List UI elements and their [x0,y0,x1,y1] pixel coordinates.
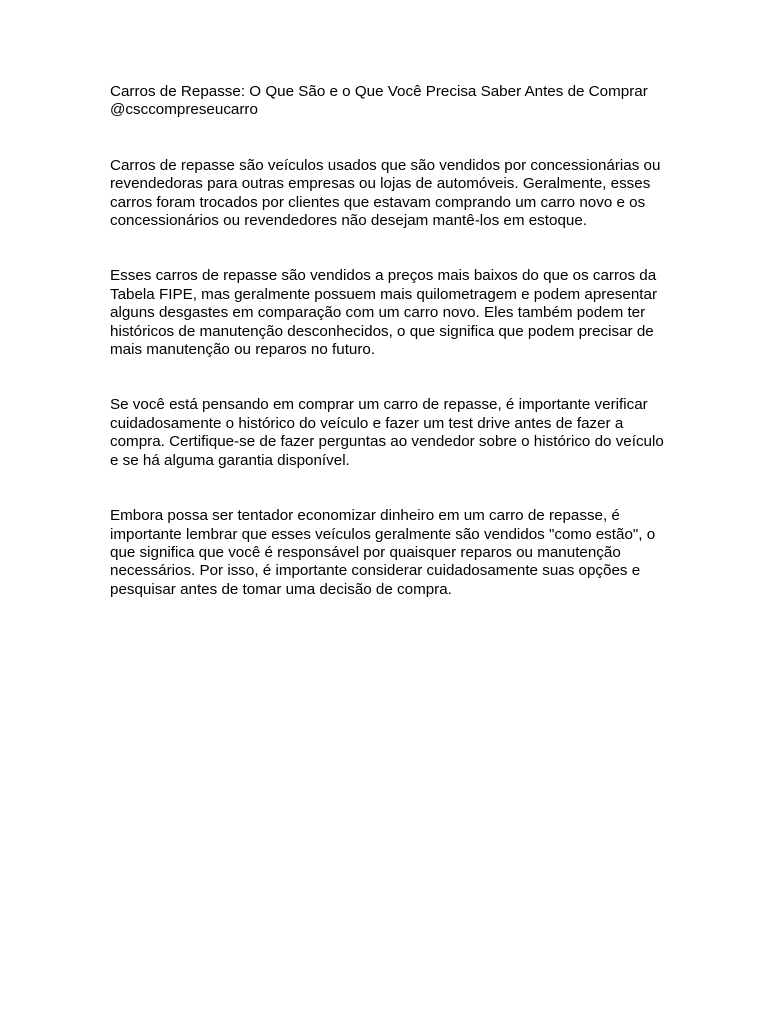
author-handle: @csccompreseucarro [110,101,258,119]
document-title: Carros de Repasse: O Que São e o Que Você Precisa Saber Antes de Comprar [110,83,648,100]
paragraph-1: Carros de repasse são veículos usados que são vendidos por concessionárias ou revendedoras para outras empresas ou lojas de automóveis. Geralmente, esses carros foram trocados por clientes que estavam comprando um carro novo e os concessionários ou revendedores não desejam mantê-los em estoque. [110,156,661,230]
document-body [110,83,670,599]
paragraph-4: Embora possa ser tentador economizar dinheiro em um carro de repasse, é importante lembrar que esses veículos geralmente são vendidos "como estão", o que significa que você é responsável por quaisquer reparos ou manutenção necessários. Por isso, é importante considerar cuidadosamente suas opções e pesquisar antes de tomar uma decisão de compra. [110,507,656,598]
paragraph-2: Esses carros de repasse são vendidos a preços mais baixos do que os carros da Tabela FIPE, mas geralmente possuem mais quilometragem e podem apresentar alguns desgastes em comparação com um carro novo. Eles também podem ter históricos de manutenção desconhecidos, o que significa que podem precisar de mais manutenção ou reparos no futuro. [110,267,658,359]
paragraph-3: Se você está pensando em comprar um carro de repasse, é importante verificar cuidadosamente o histórico do veículo e fazer um test drive antes de fazer a compra. Certifique-se de fazer perguntas ao vendedor sobre o histórico do veículo e se há alguma garantia disponível. [110,396,664,469]
